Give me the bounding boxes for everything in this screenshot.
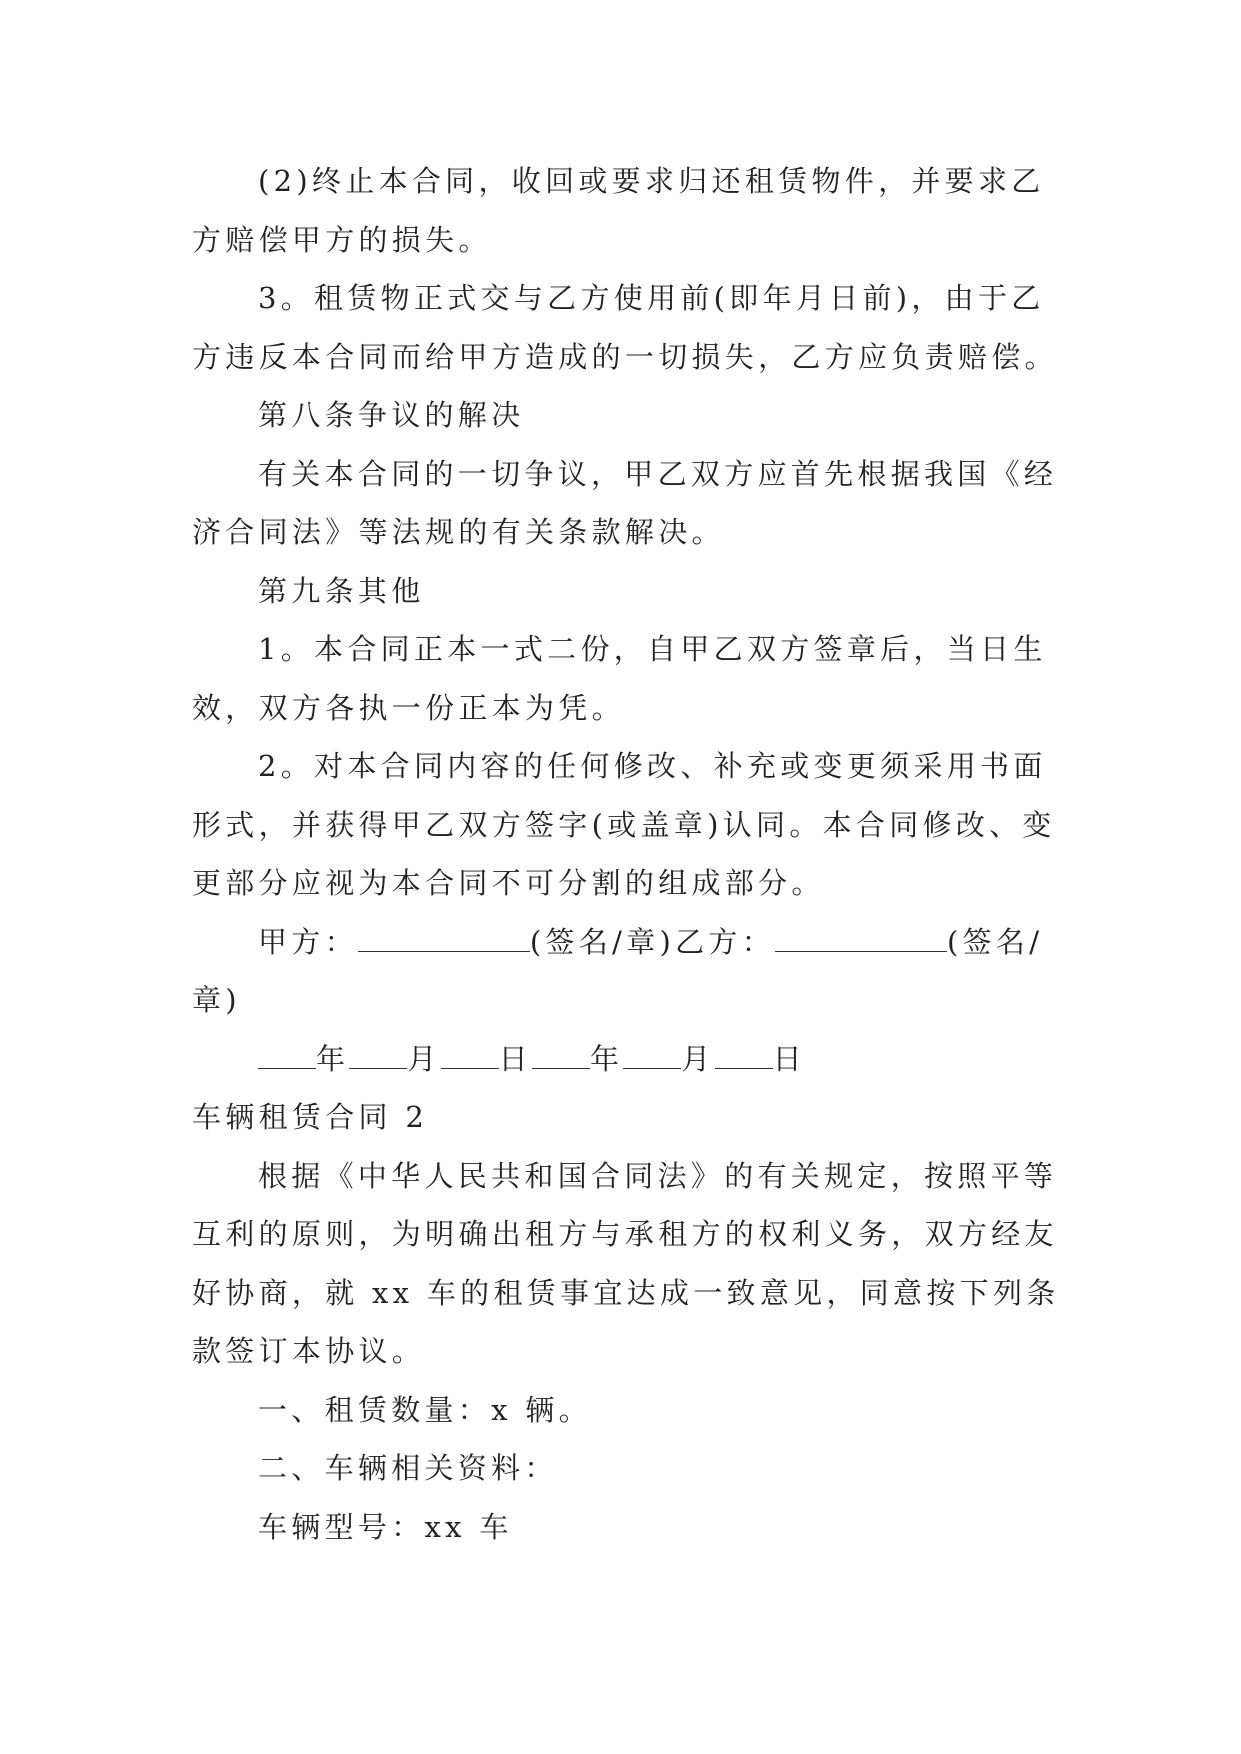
item-rental-quantity: 一、租赁数量：x 辆。 xyxy=(258,1392,592,1427)
date-line xyxy=(192,1030,1062,1089)
heading-article-8: 第八条争议的解决 xyxy=(258,398,525,432)
paragraph-clause-1: 1。本合同正本一式二份，自甲乙双方签章后，当日生效，双方各执一份正本为凭。 xyxy=(192,632,1047,725)
heading-article-9: 第九条其他 xyxy=(258,573,425,608)
party-a-day-blank[interactable] xyxy=(441,1042,499,1069)
party-a-month-label: 月 xyxy=(407,1041,441,1076)
party-a-label: 甲方： xyxy=(258,924,358,959)
party-b-year-label: 年 xyxy=(589,1041,624,1076)
section-title: 车辆租赁合同 2 xyxy=(192,1100,429,1134)
paragraph-intro: 根据《中华人民共和国合同法》的有关规定，按照平等互利的原则，为明确出租方与承租方的权利义务，双方经友好协商，就 xx 车的租赁事宜达成一致意见，同意按下列条款签订本协议。 xyxy=(192,1158,1060,1368)
party-b-sign-suffix: (签名/章) xyxy=(192,924,1044,1017)
party-b-month-label: 月 xyxy=(681,1041,715,1076)
party-a-signature-blank[interactable] xyxy=(358,925,530,952)
signature-line xyxy=(192,913,1062,1030)
party-a-month-blank[interactable] xyxy=(349,1042,407,1069)
party-a-day-label: 日 xyxy=(498,1041,532,1076)
party-b-day-blank[interactable] xyxy=(715,1042,773,1069)
party-b-year-blank[interactable] xyxy=(532,1042,590,1069)
item-vehicle-model: 车辆型号：xx 车 xyxy=(258,1509,513,1544)
party-b-day-label: 日 xyxy=(772,1041,806,1076)
paragraph-terminate-contract: (2)终止本合同，收回或要求归还租赁物件，并要求乙方赔偿甲方的损失。 xyxy=(192,164,1045,257)
document-body xyxy=(192,152,1062,1556)
party-b-label: 乙方： xyxy=(675,924,776,959)
paragraph-clause-2: 2。对本合同内容的任何修改、补充或变更须采用书面形式，并获得甲乙双方签字(或盖章)认同。本合同修改、变更部分应视为本合同不可分割的组成部分。 xyxy=(192,749,1056,900)
party-a-year-label: 年 xyxy=(316,1041,350,1076)
paragraph-clause-3: 3。租赁物正式交与乙方使用前(即年月日前)，由于乙方违反本合同而给甲方造成的一切损失，乙方应负责赔偿。 xyxy=(192,281,1058,374)
paragraph-dispute-resolution: 有关本合同的一切争议，甲乙双方应首先根据我国《经济合同法》等法规的有关条款解决。 xyxy=(192,456,1058,549)
party-b-signature-blank[interactable] xyxy=(775,925,947,952)
party-b-month-blank[interactable] xyxy=(623,1042,681,1069)
party-a-sign-suffix: (签名/章) xyxy=(529,924,676,959)
item-vehicle-info: 二、车辆相关资料： xyxy=(258,1451,558,1485)
party-a-year-blank[interactable] xyxy=(258,1042,316,1069)
